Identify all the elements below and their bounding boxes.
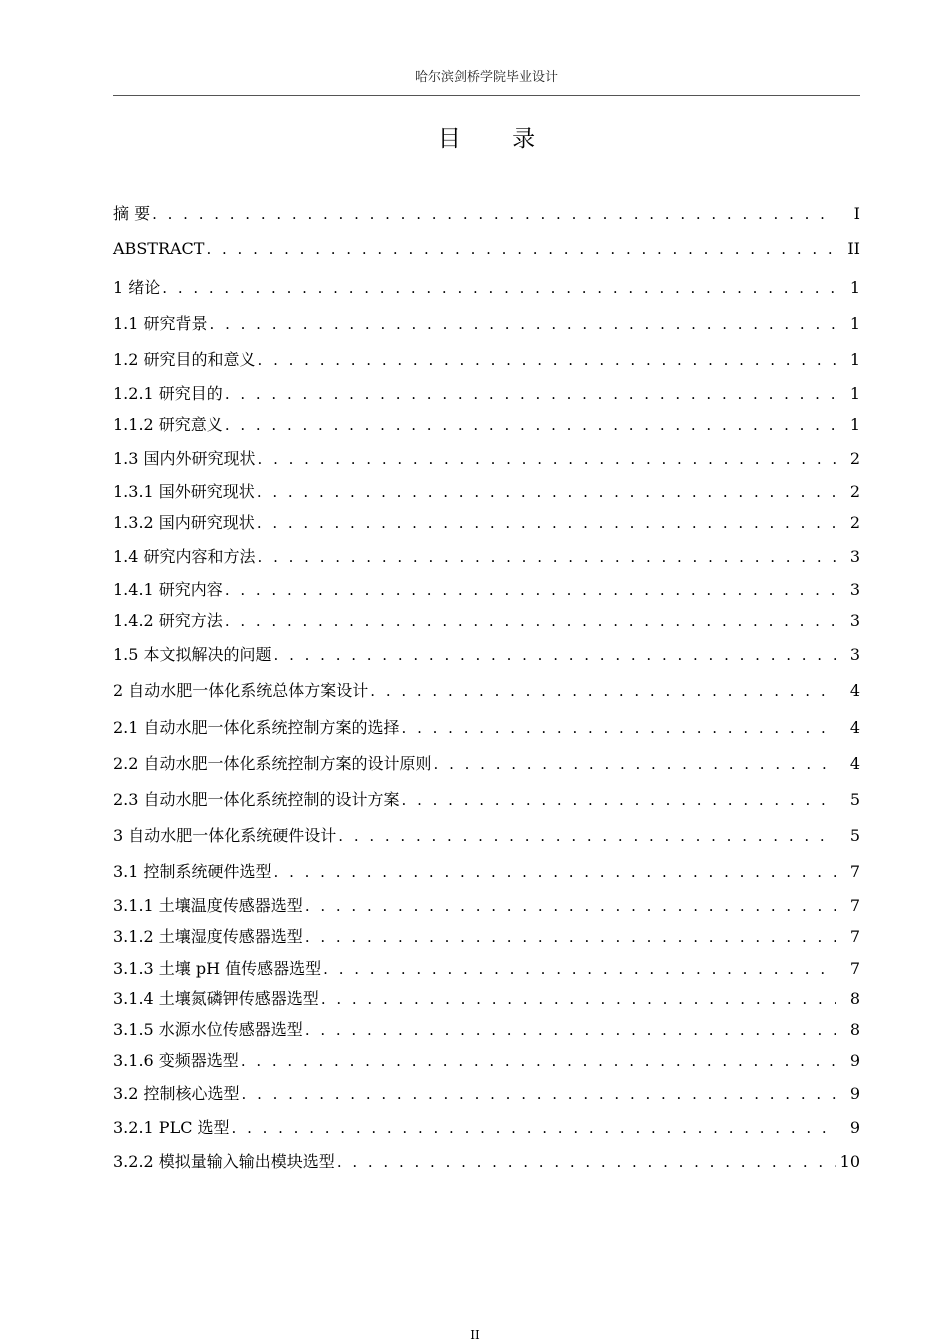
toc-entry-label: 1 绪论 — [113, 278, 161, 297]
toc-entry-label: 3.1.6 变频器选型 — [113, 1051, 239, 1070]
toc-entry[interactable] — [113, 1149, 860, 1175]
toc-dot-leader — [225, 612, 836, 630]
toc-entry[interactable] — [113, 510, 860, 536]
toc-entry-page: 1 — [849, 278, 860, 297]
toc-entry-label: 1.4 研究内容和方法 — [113, 547, 256, 566]
toc-entry-page: 9 — [849, 1051, 860, 1070]
toc-entry[interactable] — [113, 608, 860, 634]
toc-entry-page: 1 — [849, 314, 860, 333]
toc-entry-page: 4 — [849, 754, 860, 773]
toc-dot-leader — [274, 863, 836, 881]
toc-entry[interactable] — [113, 751, 860, 777]
toc-entry[interactable] — [113, 859, 860, 885]
toc-dot-leader — [206, 240, 836, 258]
toc-dot-leader — [370, 682, 836, 700]
toc-entry-label: 1.3 国内外研究现状 — [113, 449, 256, 468]
toc-entry[interactable] — [113, 678, 860, 704]
toc-entry-label: 2.2 自动水肥一体化系统控制方案的设计原则 — [113, 754, 432, 773]
toc-entry-page: 4 — [849, 681, 860, 700]
page-header: 哈尔滨剑桥学院毕业设计 — [414, 70, 558, 85]
toc-dot-leader — [434, 755, 836, 773]
toc-dot-leader — [241, 1052, 836, 1070]
toc-entry[interactable] — [113, 1115, 860, 1141]
toc-entry-page: 3 — [849, 611, 860, 630]
toc-entry[interactable] — [113, 787, 860, 813]
toc-entry-label: 3.1.2 土壤湿度传感器选型 — [113, 927, 303, 946]
toc-entry-page: 5 — [849, 790, 860, 809]
toc-title: 目 录 — [437, 126, 558, 152]
toc-dot-leader — [305, 1021, 836, 1039]
toc-dot-leader — [258, 351, 836, 369]
toc-entry-label: 1.5 本文拟解决的问题 — [113, 645, 272, 664]
toc-entry-page: I — [853, 204, 860, 223]
toc-entry-label: 3.1.5 水源水位传感器选型 — [113, 1020, 303, 1039]
toc-entry[interactable] — [113, 893, 860, 919]
toc-dot-leader — [162, 279, 836, 297]
toc-entry[interactable] — [113, 446, 860, 472]
toc-entry-label: 3.1.4 土壤氮磷钾传感器选型 — [113, 989, 319, 1008]
toc-entry-page: 7 — [849, 862, 860, 881]
toc-entry-label: 3.2.1 PLC 选型 — [113, 1118, 230, 1137]
toc-dot-leader — [225, 581, 836, 599]
toc-entry[interactable] — [113, 642, 860, 668]
toc-entry[interactable] — [113, 412, 860, 438]
toc-entry-label: 2.1 自动水肥一体化系统控制方案的选择 — [113, 718, 400, 737]
toc-dot-leader — [323, 960, 836, 978]
toc-entry[interactable] — [113, 1081, 860, 1107]
toc-entry[interactable] — [113, 311, 860, 337]
toc-entry-page: 3 — [849, 580, 860, 599]
toc-dot-leader — [274, 646, 836, 664]
toc-entry[interactable] — [113, 381, 860, 407]
toc-entry-page: 7 — [849, 927, 860, 946]
toc-dot-leader — [305, 928, 836, 946]
toc-entry[interactable] — [113, 577, 860, 603]
toc-dot-leader — [258, 450, 836, 468]
toc-entry-label: 1.4.2 研究方法 — [113, 611, 223, 630]
toc-dot-leader — [257, 483, 836, 501]
toc-entry[interactable] — [113, 715, 860, 741]
toc-entry-label: 2 自动水肥一体化系统总体方案设计 — [113, 681, 369, 700]
toc-entry-page: 2 — [849, 513, 860, 532]
toc-entry[interactable] — [113, 201, 860, 227]
toc-entry-label: 1.2 研究目的和意义 — [113, 350, 256, 369]
toc-entry-page: 1 — [849, 415, 860, 434]
toc-entry-page: 8 — [849, 1020, 860, 1039]
toc-dot-leader — [225, 385, 836, 403]
toc-entry-label: 摘 要 — [113, 204, 151, 223]
toc-entry[interactable] — [113, 275, 860, 301]
page-number: II — [470, 1328, 480, 1342]
toc-dot-leader — [210, 315, 836, 333]
toc-entry[interactable] — [113, 924, 860, 950]
toc-dot-leader — [232, 1119, 836, 1137]
toc-entry[interactable] — [113, 544, 860, 570]
toc-entry-page: 1 — [849, 350, 860, 369]
toc-entry-page: 3 — [849, 547, 860, 566]
toc-dot-leader — [225, 416, 836, 434]
toc-entry-page: 5 — [849, 826, 860, 845]
toc-dot-leader — [258, 548, 836, 566]
toc-dot-leader — [321, 990, 836, 1008]
toc-entry-page: 2 — [849, 482, 860, 501]
toc-entry-label: 3 自动水肥一体化系统硬件设计 — [113, 826, 337, 845]
toc-entry-page: 9 — [849, 1118, 860, 1137]
toc-entry-label: 1.3.1 国外研究现状 — [113, 482, 255, 501]
toc-entry-label: 1.1.2 研究意义 — [113, 415, 223, 434]
toc-entry-page: II — [847, 239, 860, 258]
toc-entry-label: 1.2.1 研究目的 — [113, 384, 223, 403]
toc-dot-leader — [305, 897, 836, 915]
toc-dot-leader — [337, 1153, 836, 1171]
toc-entry-label: 1.3.2 国内研究现状 — [113, 513, 255, 532]
toc-entry-page: 8 — [849, 989, 860, 1008]
toc-entry-page: 10 — [839, 1152, 860, 1171]
toc-entry[interactable] — [113, 956, 860, 982]
toc-entry-label: 3.1 控制系统硬件选型 — [113, 862, 272, 881]
toc-entry-page: 2 — [849, 449, 860, 468]
toc-entry-page: 4 — [849, 718, 860, 737]
toc-dot-leader — [402, 719, 836, 737]
toc-entry[interactable] — [113, 479, 860, 505]
toc-entry-label: 3.2 控制核心选型 — [113, 1084, 240, 1103]
toc-entry-page: 3 — [849, 645, 860, 664]
toc-entry-label: 2.3 自动水肥一体化系统控制的设计方案 — [113, 790, 400, 809]
toc-entry-label: 3.1.3 土壤 pH 值传感器选型 — [113, 959, 322, 978]
toc-entry-label: ABSTRACT — [113, 239, 205, 258]
toc-entry[interactable] — [113, 1048, 860, 1074]
toc-entry-label: 3.2.2 模拟量输入输出模块选型 — [113, 1152, 335, 1171]
toc-dot-leader — [242, 1085, 836, 1103]
toc-entry-page: 7 — [849, 896, 860, 915]
toc-entry-page: 9 — [849, 1084, 860, 1103]
toc-entry-page: 1 — [849, 384, 860, 403]
toc-entry[interactable] — [113, 1017, 860, 1043]
toc-dot-leader — [257, 514, 836, 532]
toc-entry-label: 1.4.1 研究内容 — [113, 580, 223, 599]
toc-dot-leader — [402, 791, 836, 809]
toc-entry[interactable] — [113, 986, 860, 1012]
toc-entry-label: 3.1.1 土壤温度传感器选型 — [113, 896, 303, 915]
toc-entry[interactable] — [113, 347, 860, 373]
toc-dot-leader — [338, 827, 836, 845]
toc-entry-label: 1.1 研究背景 — [113, 314, 208, 333]
toc-entry[interactable] — [113, 823, 860, 849]
toc-entry[interactable] — [113, 239, 860, 265]
toc-entry-page: 7 — [849, 959, 860, 978]
toc-dot-leader — [152, 205, 836, 223]
